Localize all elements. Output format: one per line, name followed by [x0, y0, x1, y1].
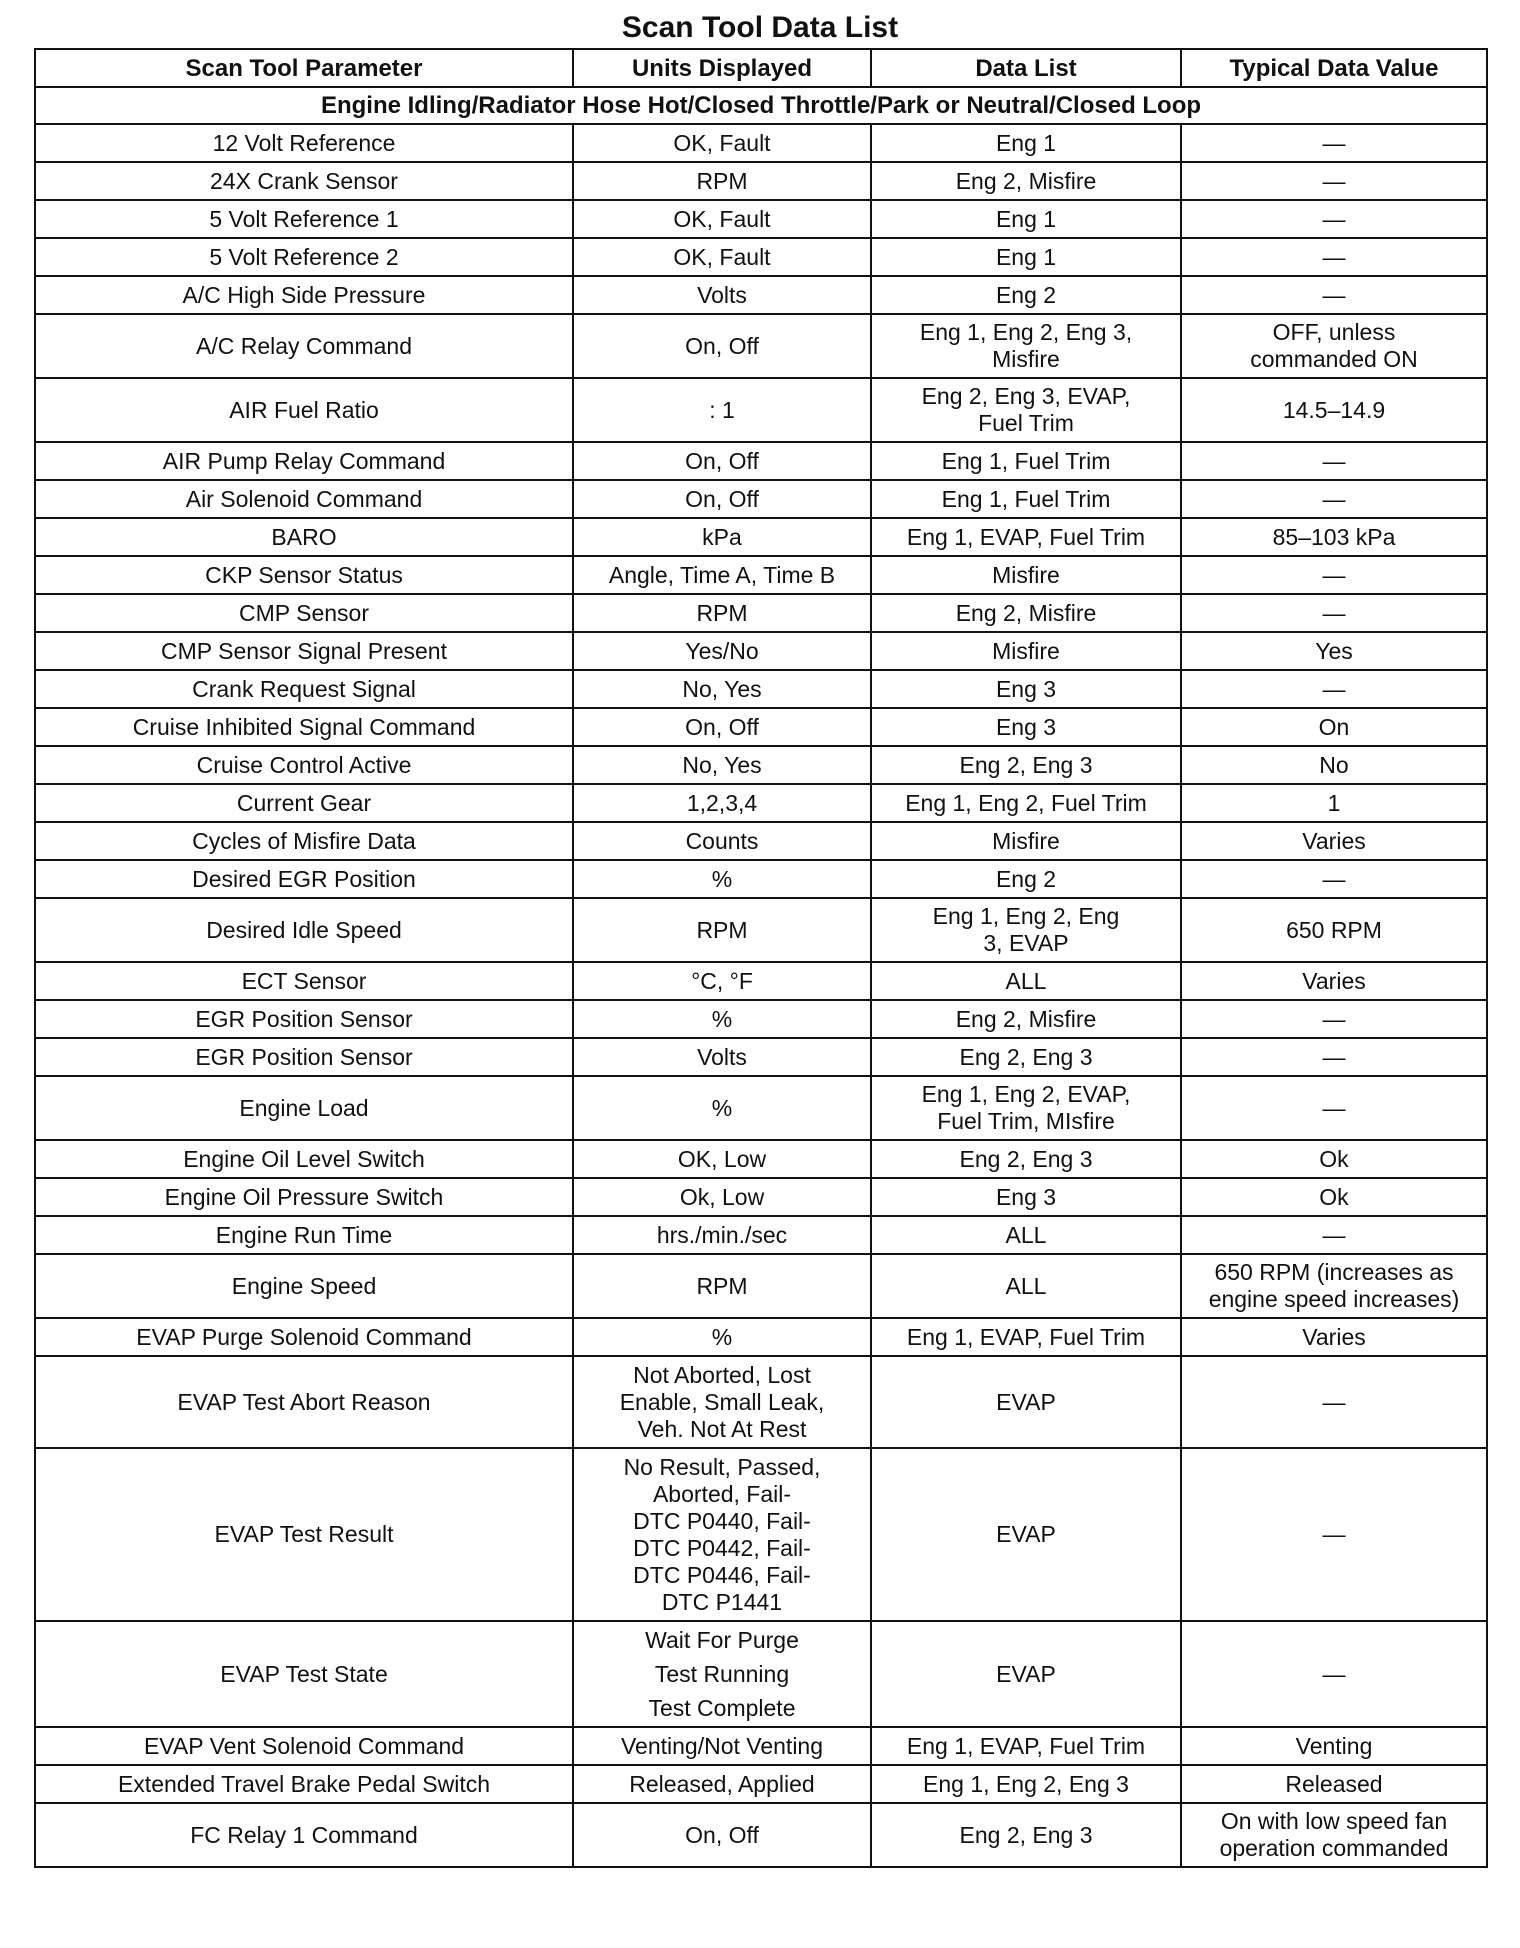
parameter-cell: FC Relay 1 Command [35, 1803, 573, 1867]
units-cell: RPM [573, 162, 871, 200]
units-cell: Angle, Time A, Time B [573, 556, 871, 594]
column-header-parameter: Scan Tool Parameter [35, 49, 573, 87]
units-cell: : 1 [573, 378, 871, 442]
typical-value-cell: Venting [1181, 1727, 1487, 1765]
units-cell: OK, Fault [573, 124, 871, 162]
table-row [35, 162, 1487, 200]
parameter-cell: Crank Request Signal [35, 670, 573, 708]
parameter-cell: Engine Run Time [35, 1216, 573, 1254]
scan-tool-data-table [34, 48, 1488, 1868]
typical-value-cell: — [1181, 124, 1487, 162]
units-cell: RPM [573, 594, 871, 632]
units-cell: On, Off [573, 1803, 871, 1867]
data-list-cell: EVAP [871, 1356, 1181, 1448]
typical-value-cell: On [1181, 708, 1487, 746]
units-cell: 1,2,3,4 [573, 784, 871, 822]
units-cell: No Result, Passed, Aborted, Fail- DTC P0440, Fail- DTC P0442, Fail- DTC P0446, Fail- DTC P1441 [573, 1448, 871, 1621]
parameter-cell: AIR Pump Relay Command [35, 442, 573, 480]
table-row [35, 1178, 1487, 1216]
data-list-cell: Misfire [871, 556, 1181, 594]
parameter-cell: Engine Load [35, 1076, 573, 1140]
data-list-cell: Eng 1, Fuel Trim [871, 442, 1181, 480]
section-row [35, 87, 1487, 124]
parameter-cell: ECT Sensor [35, 962, 573, 1000]
units-cell: RPM [573, 1254, 871, 1318]
table-row [35, 962, 1487, 1000]
typical-value-cell: — [1181, 1000, 1487, 1038]
column-header-units: Units Displayed [573, 49, 871, 87]
data-list-cell: ALL [871, 962, 1181, 1000]
data-list-cell: Misfire [871, 822, 1181, 860]
units-cell: RPM [573, 898, 871, 962]
typical-value-cell: No [1181, 746, 1487, 784]
typical-value-cell: Varies [1181, 822, 1487, 860]
parameter-cell: Engine Oil Pressure Switch [35, 1178, 573, 1216]
units-cell: No, Yes [573, 746, 871, 784]
table-row [35, 200, 1487, 238]
typical-value-cell: 650 RPM [1181, 898, 1487, 962]
parameter-cell: Engine Oil Level Switch [35, 1140, 573, 1178]
parameter-cell: EGR Position Sensor [35, 1038, 573, 1076]
typical-value-cell: — [1181, 162, 1487, 200]
data-list-cell: Misfire [871, 632, 1181, 670]
table-row [35, 860, 1487, 898]
data-list-cell: ALL [871, 1216, 1181, 1254]
typical-value-cell: OFF, unless commanded ON [1181, 314, 1487, 378]
table-row [35, 238, 1487, 276]
table-row [35, 1254, 1487, 1318]
table-row [35, 1140, 1487, 1178]
typical-value-cell: — [1181, 860, 1487, 898]
data-list-cell: Eng 1 [871, 238, 1181, 276]
data-list-cell: Eng 1 [871, 124, 1181, 162]
typical-value-cell: — [1181, 200, 1487, 238]
typical-value-cell: Ok [1181, 1178, 1487, 1216]
parameter-cell: EVAP Vent Solenoid Command [35, 1727, 573, 1765]
typical-value-cell: — [1181, 556, 1487, 594]
parameter-cell: Desired Idle Speed [35, 898, 573, 962]
typical-value-cell: — [1181, 276, 1487, 314]
data-list-cell: Eng 1, Eng 2, EVAP, Fuel Trim, MIsfire [871, 1076, 1181, 1140]
units-cell: % [573, 1318, 871, 1356]
typical-value-cell: 85–103 kPa [1181, 518, 1487, 556]
units-cell: On, Off [573, 480, 871, 518]
typical-value-cell: 14.5–14.9 [1181, 378, 1487, 442]
table-row [35, 1803, 1487, 1867]
data-list-cell: Eng 2, Misfire [871, 1000, 1181, 1038]
table-body [35, 87, 1487, 1867]
units-cell: Counts [573, 822, 871, 860]
units-cell: % [573, 860, 871, 898]
units-cell: Volts [573, 276, 871, 314]
data-list-cell: Eng 3 [871, 708, 1181, 746]
typical-value-cell: — [1181, 1038, 1487, 1076]
typical-value-cell: Released [1181, 1765, 1487, 1803]
units-cell: °C, °F [573, 962, 871, 1000]
parameter-cell: EVAP Test Result [35, 1448, 573, 1621]
data-list-cell: Eng 2, Misfire [871, 594, 1181, 632]
units-cell: Not Aborted, Lost Enable, Small Leak, Veh. Not At Rest [573, 1356, 871, 1448]
table-row [35, 378, 1487, 442]
table-row [35, 480, 1487, 518]
parameter-cell: A/C Relay Command [35, 314, 573, 378]
data-list-cell: Eng 1, EVAP, Fuel Trim [871, 1318, 1181, 1356]
data-list-cell: Eng 1, Eng 2, Eng 3, Misfire [871, 314, 1181, 378]
typical-value-cell: — [1181, 594, 1487, 632]
column-header-data-list: Data List [871, 49, 1181, 87]
parameter-cell: BARO [35, 518, 573, 556]
data-list-cell: Eng 2, Eng 3 [871, 1803, 1181, 1867]
table-row [35, 314, 1487, 378]
units-cell: On, Off [573, 442, 871, 480]
typical-value-cell: — [1181, 238, 1487, 276]
typical-value-cell: Ok [1181, 1140, 1487, 1178]
table-row [35, 124, 1487, 162]
typical-value-cell: — [1181, 480, 1487, 518]
typical-value-cell: — [1181, 1076, 1487, 1140]
data-list-cell: Eng 1, Eng 2, Eng 3, EVAP [871, 898, 1181, 962]
table-row [35, 556, 1487, 594]
typical-value-cell: — [1181, 1621, 1487, 1727]
units-cell: On, Off [573, 314, 871, 378]
table-row [35, 518, 1487, 556]
table-row [35, 1076, 1487, 1140]
units-cell: Yes/No [573, 632, 871, 670]
parameter-cell: EVAP Test Abort Reason [35, 1356, 573, 1448]
parameter-cell: Engine Speed [35, 1254, 573, 1318]
parameter-cell: CKP Sensor Status [35, 556, 573, 594]
data-list-cell: Eng 2 [871, 276, 1181, 314]
parameter-cell: 5 Volt Reference 2 [35, 238, 573, 276]
parameter-cell: CMP Sensor Signal Present [35, 632, 573, 670]
data-list-cell: Eng 1, EVAP, Fuel Trim [871, 518, 1181, 556]
data-list-cell: Eng 1, Fuel Trim [871, 480, 1181, 518]
parameter-cell: Desired EGR Position [35, 860, 573, 898]
units-cell: % [573, 1000, 871, 1038]
data-list-cell: Eng 2, Eng 3 [871, 1038, 1181, 1076]
units-text: Wait For Purge Test Running Test Complete [645, 1627, 799, 1721]
units-cell: On, Off [573, 708, 871, 746]
table-row [35, 1765, 1487, 1803]
data-list-cell: Eng 2, Eng 3, EVAP, Fuel Trim [871, 378, 1181, 442]
table-row [35, 822, 1487, 860]
units-cell: OK, Fault [573, 200, 871, 238]
units-cell: Venting/Not Venting [573, 1727, 871, 1765]
data-list-cell: Eng 2, Misfire [871, 162, 1181, 200]
table-row [35, 898, 1487, 962]
data-list-cell: ALL [871, 1254, 1181, 1318]
units-cell: hrs./min./sec [573, 1216, 871, 1254]
data-list-cell: Eng 2, Eng 3 [871, 746, 1181, 784]
table-row [35, 632, 1487, 670]
typical-value-cell: 650 RPM (increases as engine speed increases) [1181, 1254, 1487, 1318]
parameter-cell: A/C High Side Pressure [35, 276, 573, 314]
data-list-cell: EVAP [871, 1621, 1181, 1727]
data-list-cell: Eng 1 [871, 200, 1181, 238]
table-row [35, 1448, 1487, 1621]
data-list-cell: Eng 3 [871, 670, 1181, 708]
units-cell: Volts [573, 1038, 871, 1076]
table-row [35, 708, 1487, 746]
typical-value-cell: 1 [1181, 784, 1487, 822]
table-row [35, 1621, 1487, 1727]
typical-value-cell: — [1181, 1356, 1487, 1448]
typical-value-cell: — [1181, 1216, 1487, 1254]
data-list-cell: Eng 2 [871, 860, 1181, 898]
parameter-cell: Extended Travel Brake Pedal Switch [35, 1765, 573, 1803]
typical-value-cell: Varies [1181, 962, 1487, 1000]
parameter-cell: Cycles of Misfire Data [35, 822, 573, 860]
page-title: Scan Tool Data List [621, 11, 899, 44]
header-row [35, 49, 1487, 87]
table-row [35, 784, 1487, 822]
table-row [35, 746, 1487, 784]
table-row [35, 1727, 1487, 1765]
parameter-cell: EVAP Purge Solenoid Command [35, 1318, 573, 1356]
parameter-cell: EGR Position Sensor [35, 1000, 573, 1038]
typical-value-cell: — [1181, 670, 1487, 708]
section-heading: Engine Idling/Radiator Hose Hot/Closed Throttle/Park or Neutral/Closed Loop [35, 87, 1487, 124]
data-list-cell: Eng 1, EVAP, Fuel Trim [871, 1727, 1181, 1765]
units-cell [573, 1621, 871, 1727]
units-cell: OK, Low [573, 1140, 871, 1178]
table-row [35, 670, 1487, 708]
data-list-cell: Eng 2, Eng 3 [871, 1140, 1181, 1178]
units-cell: OK, Fault [573, 238, 871, 276]
column-header-typical-value: Typical Data Value [1181, 49, 1487, 87]
units-cell: kPa [573, 518, 871, 556]
table-row [35, 1318, 1487, 1356]
table-row [35, 442, 1487, 480]
typical-value-cell: — [1181, 1448, 1487, 1621]
table-row [35, 1038, 1487, 1076]
units-cell: Ok, Low [573, 1178, 871, 1216]
typical-value-cell: On with low speed fan operation commanded [1181, 1803, 1487, 1867]
data-list-cell: Eng 1, Eng 2, Eng 3 [871, 1765, 1181, 1803]
parameter-cell: EVAP Test State [35, 1621, 573, 1727]
data-list-cell: EVAP [871, 1448, 1181, 1621]
table-row [35, 1216, 1487, 1254]
table-row [35, 1000, 1487, 1038]
data-list-cell: Eng 1, Eng 2, Fuel Trim [871, 784, 1181, 822]
parameter-cell: Cruise Control Active [35, 746, 573, 784]
typical-value-cell: — [1181, 442, 1487, 480]
parameter-cell: AIR Fuel Ratio [35, 378, 573, 442]
data-list-cell: Eng 3 [871, 1178, 1181, 1216]
parameter-cell: Air Solenoid Command [35, 480, 573, 518]
units-cell: No, Yes [573, 670, 871, 708]
typical-value-cell: Yes [1181, 632, 1487, 670]
parameter-cell: CMP Sensor [35, 594, 573, 632]
parameter-cell: 24X Crank Sensor [35, 162, 573, 200]
parameter-cell: 5 Volt Reference 1 [35, 200, 573, 238]
parameter-cell: Current Gear [35, 784, 573, 822]
units-cell: % [573, 1076, 871, 1140]
parameter-cell: 12 Volt Reference [35, 124, 573, 162]
table-row [35, 1356, 1487, 1448]
typical-value-cell: Varies [1181, 1318, 1487, 1356]
table-row [35, 594, 1487, 632]
table-row [35, 276, 1487, 314]
parameter-cell: Cruise Inhibited Signal Command [35, 708, 573, 746]
units-cell: Released, Applied [573, 1765, 871, 1803]
